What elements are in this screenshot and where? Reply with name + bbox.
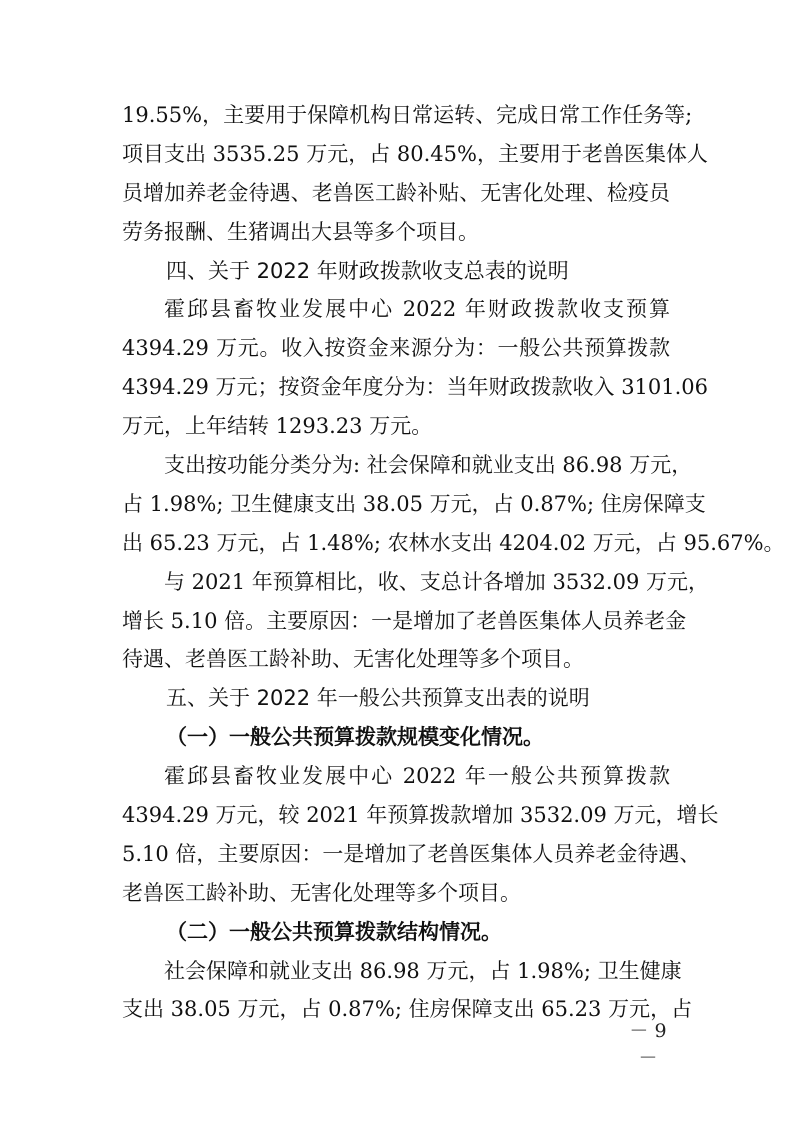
text-line: 霍邱县畜牧业发展中心 2022 年一般公共预算拨款 bbox=[164, 764, 670, 789]
text-line: 待遇、老兽医工龄补助、无害化处理等多个项目。 bbox=[122, 647, 584, 672]
text-line: 霍邱县畜牧业发展中心 2022 年财政拨款收支预算 bbox=[164, 297, 670, 322]
text-line: 社会保障和就业支出 86.98 万元，占 1.98%; 卫生健康 bbox=[164, 958, 682, 983]
section-heading-5: 五、关于 2022 年一般公共预算支出表的说明 bbox=[166, 686, 590, 711]
subsection-heading-2: （二）一般公共预算拨款结构情况。 bbox=[166, 918, 502, 944]
text-line: 万元，上年结转 1293.23 万元。 bbox=[122, 414, 433, 439]
text-line: 员增加养老金待遇、老兽医工龄补贴、无害化处理、检疫员 bbox=[122, 180, 670, 205]
text-line: 4394.29 万元；按资金年度分为：当年财政拨款收入 3101.06 bbox=[122, 375, 709, 400]
text-line: 支出 38.05 万元，占 0.87%; 住房保障支出 65.23 万元，占 bbox=[122, 997, 693, 1022]
text-line: 19.55%，主要用于保障机构日常运转、完成日常工作任务等; bbox=[122, 103, 693, 127]
section-heading-4: 四、关于 2022 年财政拨款收支总表的说明 bbox=[166, 258, 569, 283]
body-text bbox=[122, 96, 785, 1029]
text-line: 4394.29 万元。收入按资金来源分为：一般公共预算拨款 bbox=[122, 336, 670, 361]
text-line: 支出按功能分类分为: 社会保障和就业支出 86.98 万元， bbox=[164, 453, 693, 478]
text-line: 项目支出 3535.25 万元，占 80.45%，主要用于老兽医集体人 bbox=[122, 141, 708, 166]
text-line: 5.10 倍，主要原因：一是增加了老兽医集体人员养老金待遇、 bbox=[122, 841, 701, 866]
subsection-heading-1: （一）一般公共预算拨款规模变化情况。 bbox=[166, 724, 544, 750]
text-line: 老兽医工龄补助、无害化处理等多个项目。 bbox=[122, 880, 521, 905]
text-line: 与 2021 年预算相比，收、支总计各增加 3532.09 万元， bbox=[164, 569, 709, 594]
text-line: 劳务报酬、生猪调出大县等多个项目。 bbox=[122, 219, 479, 244]
text-line: 出 65.23 万元，占 1.48%; 农林水支出 4204.02 万元，占 95.67%。 bbox=[122, 530, 785, 555]
text-line: 占 1.98%; 卫生健康支出 38.05 万元，占 0.87%; 住房保障支 bbox=[122, 491, 706, 516]
text-line: 增长 5.10 倍。主要原因：一是增加了老兽医集体人员养老金 bbox=[122, 608, 687, 633]
text-line: 4394.29 万元，较 2021 年预算拨款增加 3532.09 万元，增长 bbox=[122, 803, 719, 828]
page-number: － 9 － bbox=[629, 1020, 667, 1069]
